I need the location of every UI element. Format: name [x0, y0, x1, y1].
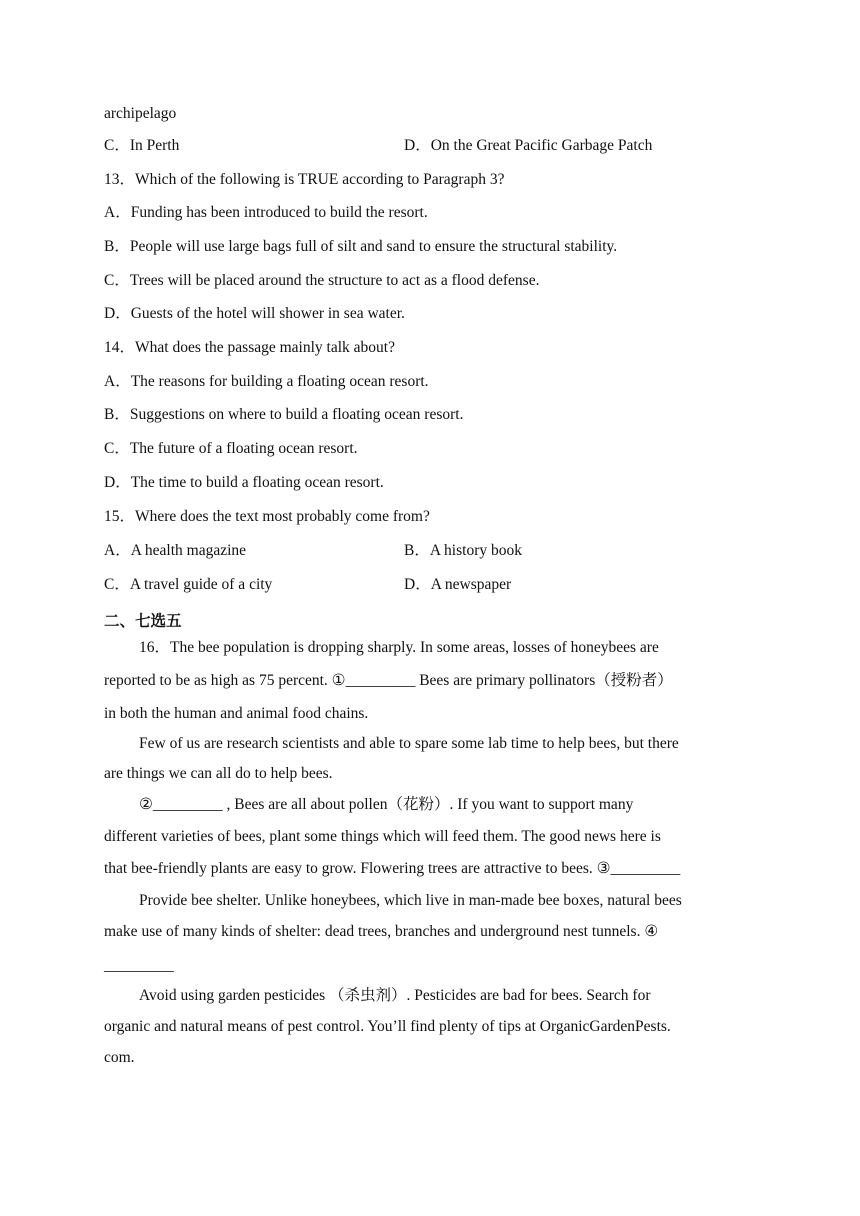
passage-line: make use of many kinds of shelter: dead trees, branches and underground nest tunnels. ④	[104, 923, 659, 940]
passage-line: Few of us are research scientists and able to spare some lab time to help bees, but there	[139, 735, 679, 752]
question-13-option-d: D．Guests of the hotel will shower in sea water.	[104, 305, 405, 322]
passage-line: that bee-friendly plants are easy to grow. Flowering trees are attractive to bees. ③_________	[104, 860, 681, 877]
question-13-option-a: A．Funding has been introduced to build the resort.	[104, 204, 428, 221]
prev-option-c: C．In Perth	[104, 137, 180, 154]
passage-line: organic and natural means of pest control. You’ll find plenty of tips at OrganicGardenPests.	[104, 1018, 671, 1035]
passage-line: different varieties of bees, plant some things which will feed them. The good news here is	[104, 828, 661, 845]
question-14-stem: 14．What does the passage mainly talk about?	[104, 339, 395, 356]
passage-line: Avoid using garden pesticides （杀虫剂）. Pesticides are bad for bees. Search for	[139, 987, 651, 1004]
question-15-option-a: A．A health magazine	[104, 542, 247, 559]
question-13-option-b: B．People will use large bags full of silt and sand to ensure the structural stability.	[104, 238, 618, 255]
prev-option-d: D．On the Great Pacific Garbage Patch	[404, 137, 653, 154]
question-15-stem: 15．Where does the text most probably come from?	[104, 508, 430, 525]
question-15-option-b: B．A history book	[404, 542, 522, 559]
question-14-option-b: B．Suggestions on where to build a floating ocean resort.	[104, 406, 464, 423]
passage-line: in both the human and animal food chains.	[104, 705, 369, 722]
question-15-option-d: D．A newspaper	[404, 576, 512, 593]
question-14-option-c: C．The future of a floating ocean resort.	[104, 440, 358, 457]
passage-line: _________	[104, 957, 174, 974]
question-14-option-d: D．The time to build a floating ocean resort.	[104, 474, 384, 491]
passage-line: are things we can all do to help bees.	[104, 765, 333, 782]
question-15-option-c: C．A travel guide of a city	[104, 576, 273, 593]
passage-line: 16．The bee population is dropping sharply. In some areas, losses of honeybees are	[139, 639, 659, 656]
passage-line: reported to be as high as 75 percent. ①_________ Bees are primary pollinators（授粉者）	[104, 672, 673, 689]
passage-line: Provide bee shelter. Unlike honeybees, which live in man-made bee boxes, natural bees	[139, 892, 682, 909]
passage-line: com.	[104, 1049, 135, 1066]
passage-line: ②_________ , Bees are all about pollen（花粉）. If you want to support many	[139, 796, 634, 813]
question-14-option-a: A．The reasons for building a floating ocean resort.	[104, 373, 429, 390]
prev-question-tail: archipelago	[104, 105, 177, 122]
question-13-stem: 13．Which of the following is TRUE according to Paragraph 3?	[104, 171, 505, 188]
question-13-option-c: C．Trees will be placed around the structure to act as a flood defense.	[104, 272, 540, 289]
section-heading: 二、七选五	[104, 612, 182, 630]
